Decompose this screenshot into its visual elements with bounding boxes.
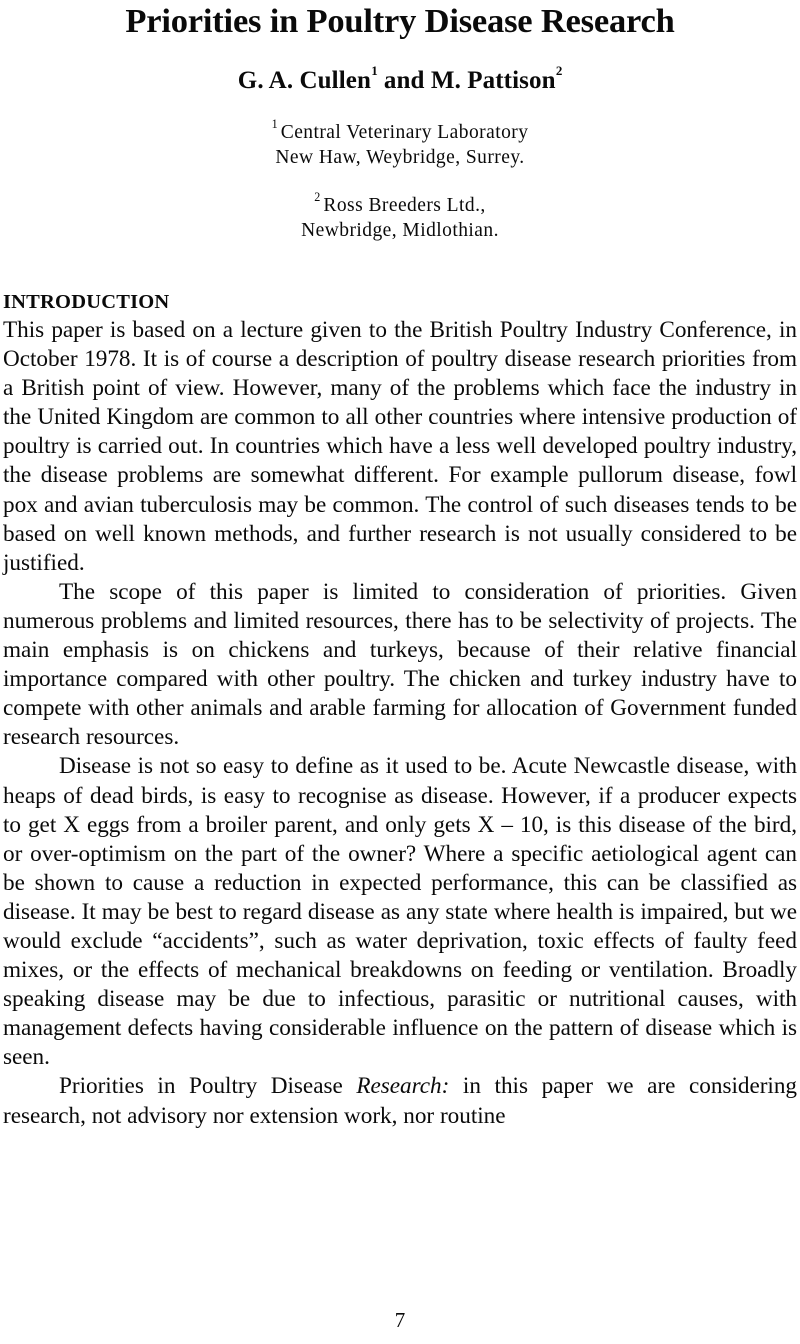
author-affiliation-marker-2: 2 [555,62,563,78]
section-heading-introduction: INTRODUCTION [3,291,170,313]
affiliation-marker-2: 2 [314,190,321,205]
affiliation-entry-2 [3,190,797,243]
paragraph-lead-text: Priorities in Poultry Disease [59,1073,357,1100]
paragraph: This paper is based on a lecture given to the British Poultry Industry Conference, in October 1978. It is of course a description of poultry disease research priorities from a British point of view. However, many of the problems which face the industry in the United Kingdom are common to all other countries where intensive production of poultry is carried out. In countries which have a less well developed poultry industry, the disease problems are somewhat different. For example pullorum disease, fowl pox and avian tuberculosis may be common. The control of such diseases tends to be based on well known methods, and further research is not usually considered to be justified. [3,317,797,576]
authors-line [3,42,797,96]
affiliation-1-address: New Haw, Weybridge, Surrey. [275,147,525,168]
emphasized-term: Research: [356,1073,450,1100]
affiliation-1-institution: Central Veterinary Laboratory [280,122,529,143]
page-number: 7 [394,1308,406,1332]
affiliation-entry-1 [3,117,797,170]
paragraph-with-italic-title [3,1072,797,1130]
author-affiliation-marker-1: 1 [371,62,378,78]
page-title: Priorities in Poultry Disease Research [125,3,675,40]
paragraph: Disease is not so easy to define as it used to be. Acute Newcastle disease, with heaps of dead birds, is easy to recognise as disease. However, if a producer expects to get X eggs from a broiler parent, and only gets X – 10, is this disease of the bird, or over-optimism on the part of the owner? Where a specific aetiological agent can be shown to cause a reduction in expected performance, this can be classified as disease. It may be best to regard disease as any state where health is impaired, but we would exclude “accidents”, such as water deprivation, toxic effects of faulty feed mixes, or the effects of mechanical breakdowns on feeding or ventilation. Broadly speaking disease may be due to infectious, parasitic or nutritional causes, with management defects having considerable influence on the pattern of disease which is seen. [3,753,797,1071]
author-name-secondary: M. Pattison [430,67,556,94]
affiliation-2-address: Newbridge, Midlothian. [301,220,499,241]
affiliations [3,96,797,243]
paragraph: The scope of this paper is limited to consideration of priorities. Given numerous problems and limited resources, there has to be selectivity of projects. The main emphasis is on chickens and turkeys, because of their relative financial importance compared with other poultry. The chicken and turkey industry have to compete with other animals and arable farming for allocation of Government funded research resources. [3,578,797,751]
section-body-introduction [3,315,797,1131]
affiliation-2-institution: Ross Breeders Ltd., [323,195,486,216]
paragraph-tail-text: in this paper we are considering research, not advisory nor extension work, nor routine [3,1073,797,1129]
affiliation-1-line-1 [3,117,797,145]
affiliation-marker-1: 1 [271,117,279,132]
author-name-primary: G. A. Cullen [237,67,371,94]
authors-conjunction: and [377,67,431,94]
affiliation-2-line-1 [3,190,797,218]
